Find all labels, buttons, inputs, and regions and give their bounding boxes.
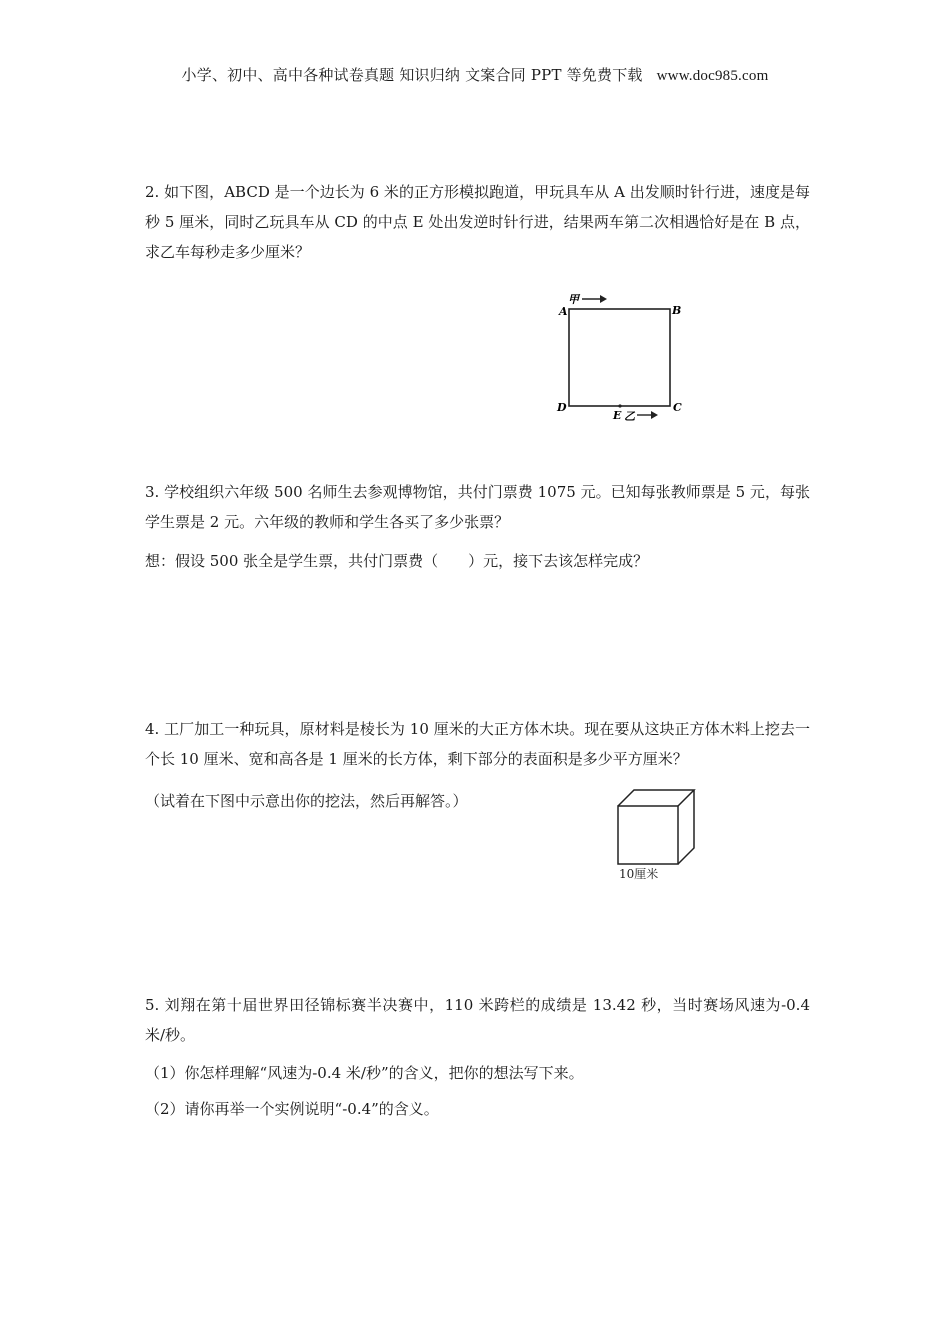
square-track — [569, 309, 670, 406]
car-a-arrowhead — [600, 295, 607, 303]
question-2-text: 2. 如下图，ABCD 是一个边长为 6 米的正方形模拟跑道，甲玩具车从 A 出发顺时针行进，速度是每秒 5 厘米，同时乙玩具车从 CD 的中点 E 处出发逆时针行进，结果两车第二次相遇恰好是在 B 点，求乙车每秒走多少厘米？ — [145, 183, 810, 261]
car-a-label: 甲 — [568, 293, 579, 306]
header-site: www.doc985.com — [656, 68, 769, 84]
square-track-figure — [555, 288, 695, 428]
vertex-a-label: A — [559, 305, 568, 318]
cube-front-face — [618, 806, 678, 864]
cube-side-face — [678, 790, 694, 864]
question-3-hint: 想：假设 500 张全是学生票，共付门票费（ ）元，接下去该怎样完成？ — [145, 552, 649, 570]
car-b-arrowhead — [651, 411, 658, 419]
question-4-text: 4. 工厂加工一种玩具，原材料是棱长为 10 厘米的大正方体木块。现在要从这块正方体木料上挖去一个长 10 厘米、宽和高各是 1 厘米的长方体，剩下部分的表面积是多少平方厘米？ — [145, 720, 810, 768]
car-b-label: 乙 — [624, 410, 635, 423]
cube-figure — [608, 784, 703, 884]
vertex-c-label: C — [673, 401, 682, 414]
question-4-hint: （试着在下图中示意出你的挖法，然后再解答。） — [145, 792, 468, 810]
question-5-text: 5. 刘翔在第十届世界田径锦标赛半决赛中，110 米跨栏的成绩是 13.42 秒，当时赛场风速为-0.4 米/秒。 — [145, 996, 810, 1044]
question-3-text: 3. 学校组织六年级 500 名师生去参观博物馆，共付门票费 1075 元。已知每张教师票是 5 元，每张学生票是 2 元。六年级的教师和学生各买了多少张票？ — [145, 483, 810, 531]
vertex-b-label: B — [672, 304, 682, 317]
page-header — [0, 64, 950, 85]
cube-top-face — [618, 790, 694, 806]
question-5-sub1: （1）你怎样理解“风速为-0.4 米/秒”的含义，把你的想法写下来。 — [145, 1064, 584, 1082]
cube-edge-label: 10厘米 — [619, 867, 659, 881]
question-5-sub2: （2）请你再举一个实例说明“-0.4”的含义。 — [145, 1100, 439, 1118]
header-text: 小学、初中、高中各种试卷真题 知识归纳 文案合同 PPT 等免费下载 — [181, 66, 643, 84]
vertex-d-label: D — [557, 401, 567, 414]
midpoint-e-dot — [618, 404, 621, 407]
midpoint-e-label: E — [613, 409, 622, 422]
